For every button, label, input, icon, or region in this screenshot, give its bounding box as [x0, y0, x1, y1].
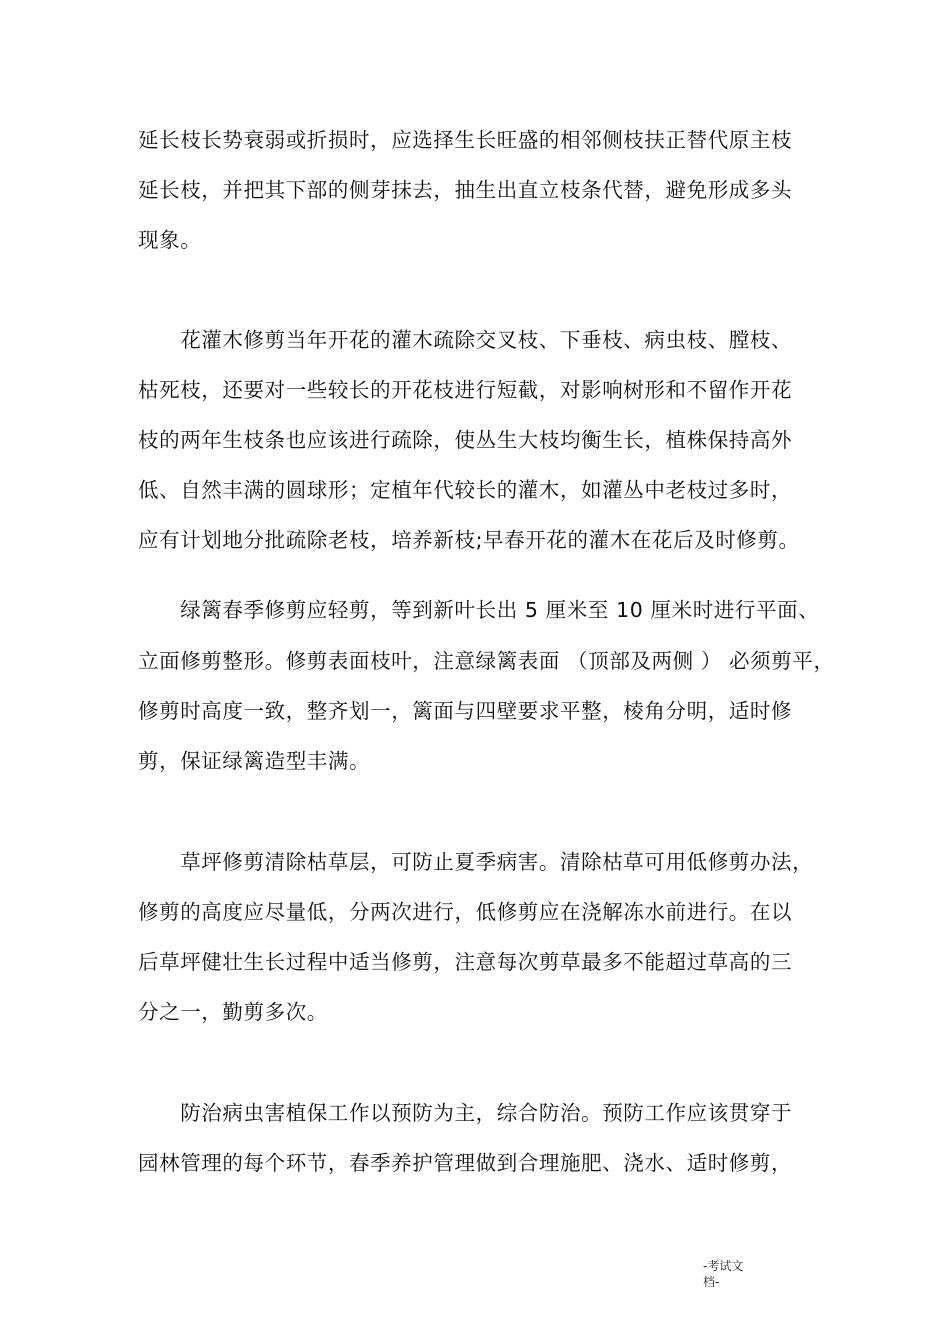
- text-line: 后草坪健壮生长过程中适当修剪，注意每次剪草最多不能超过草高的三: [138, 950, 793, 974]
- text-line: 修剪时高度一致，整齐划一，篱面与四壁要求平整，棱角分明，适时修: [138, 699, 793, 723]
- text-line: 延长枝长势衰弱或折损时，应选择生长旺盛的相邻侧枝扶正替代原主枝: [138, 128, 793, 152]
- text-line: 应有计划地分批疏除老枝，培养新枝;早春开花的灌木在花后及时修剪。: [138, 528, 800, 552]
- text-line: 修剪的高度应尽量低，分两次进行，低修剪应在浇解冻水前进行。在以: [138, 900, 793, 924]
- text-line: 枯死枝，还要对一些较长的开花枝进行短截，对影响树形和不留作开花: [138, 378, 793, 402]
- text-line: 花灌木修剪当年开花的灌木疏除交叉枝、下垂枝、病虫枝、膛枝、: [138, 328, 793, 352]
- text-line: 分之一，勤剪多次。: [138, 1000, 328, 1024]
- text-line: 立面修剪整形。修剪表面枝叶，注意绿篱表面 （顶部及两侧 ） 必须剪平，: [138, 649, 835, 673]
- text-line: 防治病虫害植保工作以预防为主，综合防治。预防工作应该贯穿于: [138, 1101, 793, 1125]
- footer-line: 档-: [703, 1275, 720, 1289]
- text-line: 园林管理的每个环节，春季养护管理做到合理施肥、浇水、适时修剪，: [138, 1151, 793, 1175]
- text-line: 绿篱春季修剪应轻剪，等到新叶长出 5 厘米至 10 厘米时进行平面、: [138, 598, 820, 622]
- text-line: 延长枝，并把其下部的侧芽抹去，抽生出直立枝条代替，避免形成多头: [138, 178, 793, 202]
- text-line: 剪，保证绿篱造型丰满。: [138, 749, 371, 773]
- text-line: 低、自然丰满的圆球形；定植年代较长的灌木，如灌丛中老枝过多时，: [138, 478, 793, 502]
- footer-line: -考试文: [703, 1259, 744, 1273]
- text-line: 现象。: [138, 228, 202, 252]
- text-line: 枝的两年生枝条也应该进行疏除，使丛生大枝均衡生长，植株保持高外: [138, 428, 793, 452]
- text-line: 草坪修剪清除枯草层，可防止夏季病害。清除枯草可用低修剪办法，: [138, 850, 814, 874]
